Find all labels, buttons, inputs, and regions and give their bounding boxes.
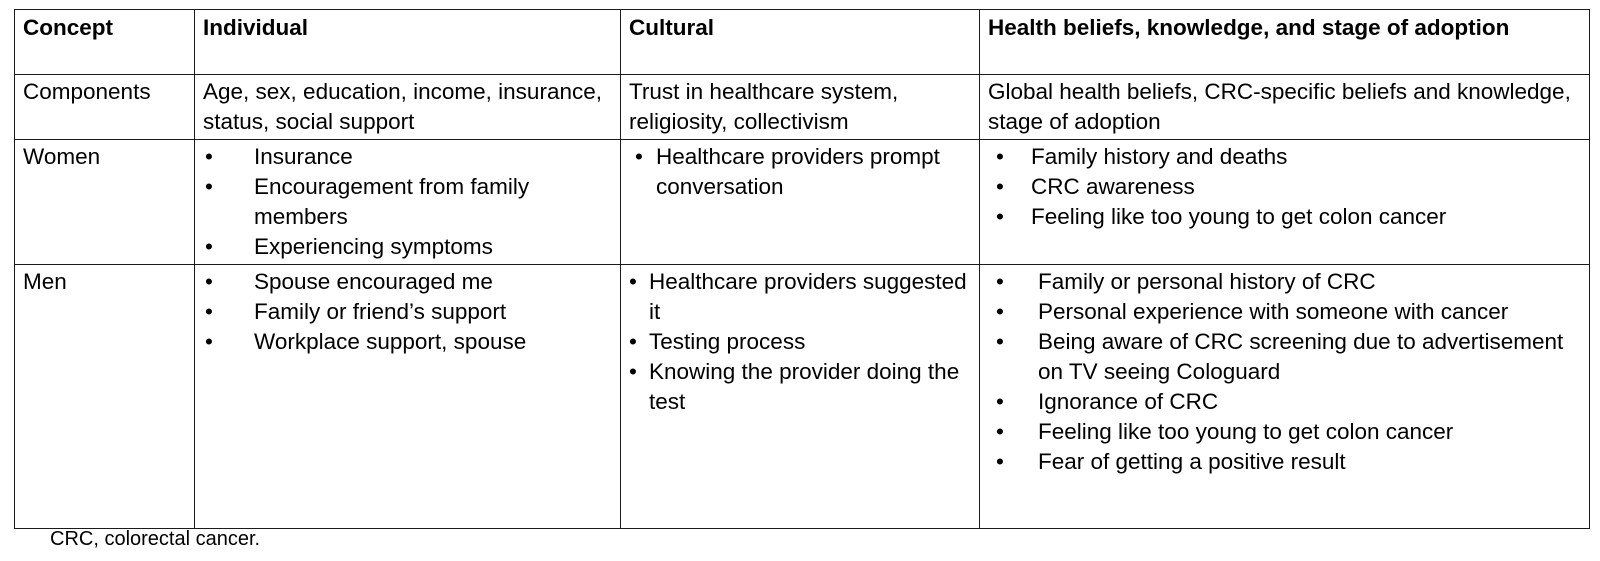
header-cultural: Cultural: [621, 10, 980, 75]
men-health-list: [988, 267, 1581, 477]
men-row: [15, 265, 1590, 529]
list-item: • Healthcare providers prompt conversation: [629, 142, 971, 202]
list-item: • Encouragement from family members: [203, 172, 612, 232]
women-row: [15, 140, 1590, 265]
list-item: • Feeling like too young to get colon cancer: [988, 417, 1581, 447]
list-item: • Personal experience with someone with cancer: [988, 297, 1581, 327]
header-health-beliefs: Health beliefs, knowledge, and stage of adoption: [980, 10, 1590, 75]
list-item: • Testing process: [629, 327, 971, 357]
list-item: • Being aware of CRC screening due to advertisement on TV seeing Cologuard: [988, 327, 1581, 387]
header-concept: Concept: [15, 10, 195, 75]
men-health: [980, 265, 1590, 529]
components-cultural: Trust in healthcare system, religiosity, collectivism: [621, 75, 980, 140]
components-row: [15, 75, 1590, 140]
list-item: • Feeling like too young to get colon cancer: [988, 202, 1581, 232]
list-item: • Knowing the provider doing the test: [629, 357, 971, 417]
women-cultural: [621, 140, 980, 265]
women-cultural-list: [629, 142, 971, 202]
list-item: • CRC awareness: [988, 172, 1581, 202]
components-health: Global health beliefs, CRC-specific beliefs and knowledge, stage of adoption: [980, 75, 1590, 140]
list-item: • Insurance: [203, 142, 612, 172]
components-individual: Age, sex, education, income, insurance, status, social support: [195, 75, 621, 140]
men-cultural-list: [629, 267, 971, 417]
row-label-women: Women: [15, 140, 195, 265]
header-individual: Individual: [195, 10, 621, 75]
header-row: [15, 10, 1590, 75]
table-footnote: CRC, colorectal cancer.: [50, 528, 261, 550]
row-label-components: Components: [15, 75, 195, 140]
list-item: • Family history and deaths: [988, 142, 1581, 172]
list-item: • Workplace support, spouse: [203, 327, 612, 357]
men-individual-list: [203, 267, 612, 357]
women-health-list: [988, 142, 1581, 232]
list-item: • Family or friend’s support: [203, 297, 612, 327]
list-item: • Spouse encouraged me: [203, 267, 612, 297]
men-cultural: [621, 265, 980, 529]
list-item: • Fear of getting a positive result: [988, 447, 1581, 477]
list-item: • Ignorance of CRC: [988, 387, 1581, 417]
summary-table: [14, 9, 1590, 529]
women-health: [980, 140, 1590, 265]
list-item: • Family or personal history of CRC: [988, 267, 1581, 297]
list-item: • Healthcare providers suggested it: [629, 267, 971, 327]
women-individual-list: [203, 142, 612, 262]
men-individual: [195, 265, 621, 529]
list-item: • Experiencing symptoms: [203, 232, 612, 262]
women-individual: [195, 140, 621, 265]
row-label-men: Men: [15, 265, 195, 529]
